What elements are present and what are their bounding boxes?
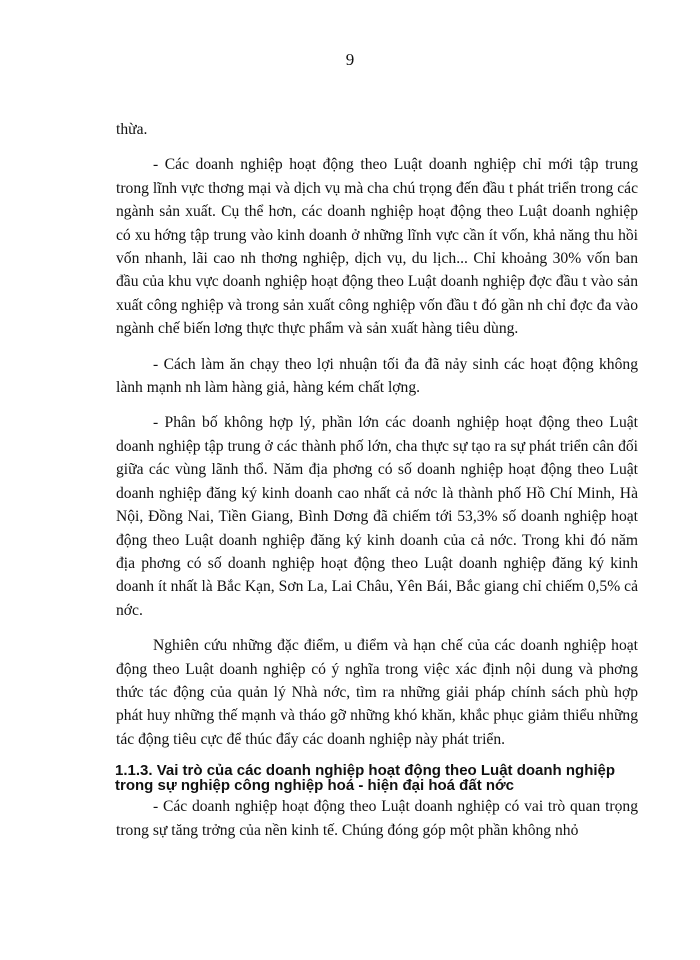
paragraph-profit-chasing: - Cách làm ăn chạy theo lợi nhuận tối đa đã nảy sinh các hoạt động không lành mạnh nh làm hàng giả, hàng kém chất lợng.	[116, 355, 638, 397]
paragraph-continuation: thừa.	[116, 121, 148, 138]
page-number: 9	[345, 50, 355, 69]
document-body	[116, 118, 638, 842]
paragraph-sector-focus: - Các doanh nghiệp hoạt động theo Luật doanh nghiệp chỉ mới tập trung trong lĩnh vực thơng mại và dịch vụ mà cha chú trọng đến đầu t phát triển trong các ngành sản xuất. Cụ thể hơn, các doanh nghiệp hoạt động theo Luật doanh nghiệp có xu hớng tập trung vào kinh doanh ở những lĩnh vực cần ít vốn, khả năng thu hồi vốn nhanh, lãi cao nh thơng nghiệp, dịch vụ, du lịch... Chỉ khoảng 30% vốn ban đầu của khu vực doanh nghiệp hoạt động theo Luật doanh nghiệp đợc đầu t vào sản xuất công nghiệp và trong sản xuất công nghiệp vốn đầu t đó gần nh chỉ đợc đa vào ngành chế biến lơng thực thực phẩm và sản xuất hàng tiêu dùng.	[116, 156, 638, 338]
paragraph-research-significance: Nghiên cứu những đặc điểm, u điểm và hạn chế của các doanh nghiệp hoạt động theo Luật doanh nghiệp có ý nghĩa trong việc xác định nội dung và phơng thức tác động của quản lý Nhà nớc, tìm ra những giải pháp chính sách phù hợp phát huy những thế mạnh và tháo gỡ những khó khăn, khắc phục giảm thiểu những tác động tiêu cực để thúc đẩy các doanh nghiệp này phát triển.	[116, 637, 638, 748]
paragraph-role: - Các doanh nghiệp hoạt động theo Luật doanh nghiệp có vai trò quan trọng trong sự tăng trởng của nền kinh tế. Chúng đóng góp một phần không nhỏ	[116, 798, 638, 839]
paragraph-distribution: - Phân bố không hợp lý, phần lớn các doanh nghiệp hoạt động theo Luật doanh nghiệp tập trung ở các thành phố lớn, cha thực sự tạo ra sự phát triển cân đối giữa các vùng lãnh thổ. Năm địa phơng có số doanh nghiệp hoạt động theo Luật doanh nghiệp đăng ký kinh doanh cao nhất cả nớc là thành phố Hồ Chí Minh, Hà Nội, Đồng Nai, Tiền Giang, Bình Dơng đã chiếm tới 53,3% số doanh nghiệp hoạt động theo Luật doanh nghiệp đăng ký kinh doanh của cả nớc. Trong khi đó năm địa phơng có số doanh nghiệp hoạt động theo Luật doanh nghiệp đăng ký kinh doanh ít nhất là Bắc Kạn, Sơn La, Lai Châu, Yên Bái, Bắc giang chỉ chiếm 0,5% cả nớc.	[116, 414, 638, 619]
section-heading: 1.1.3. Vai trò của các doanh nghiệp hoạt động theo Luật doanh nghiệp trong sự nghiệp công nghiệp hoá - hiện đại hoá đất nớc	[115, 762, 616, 795]
